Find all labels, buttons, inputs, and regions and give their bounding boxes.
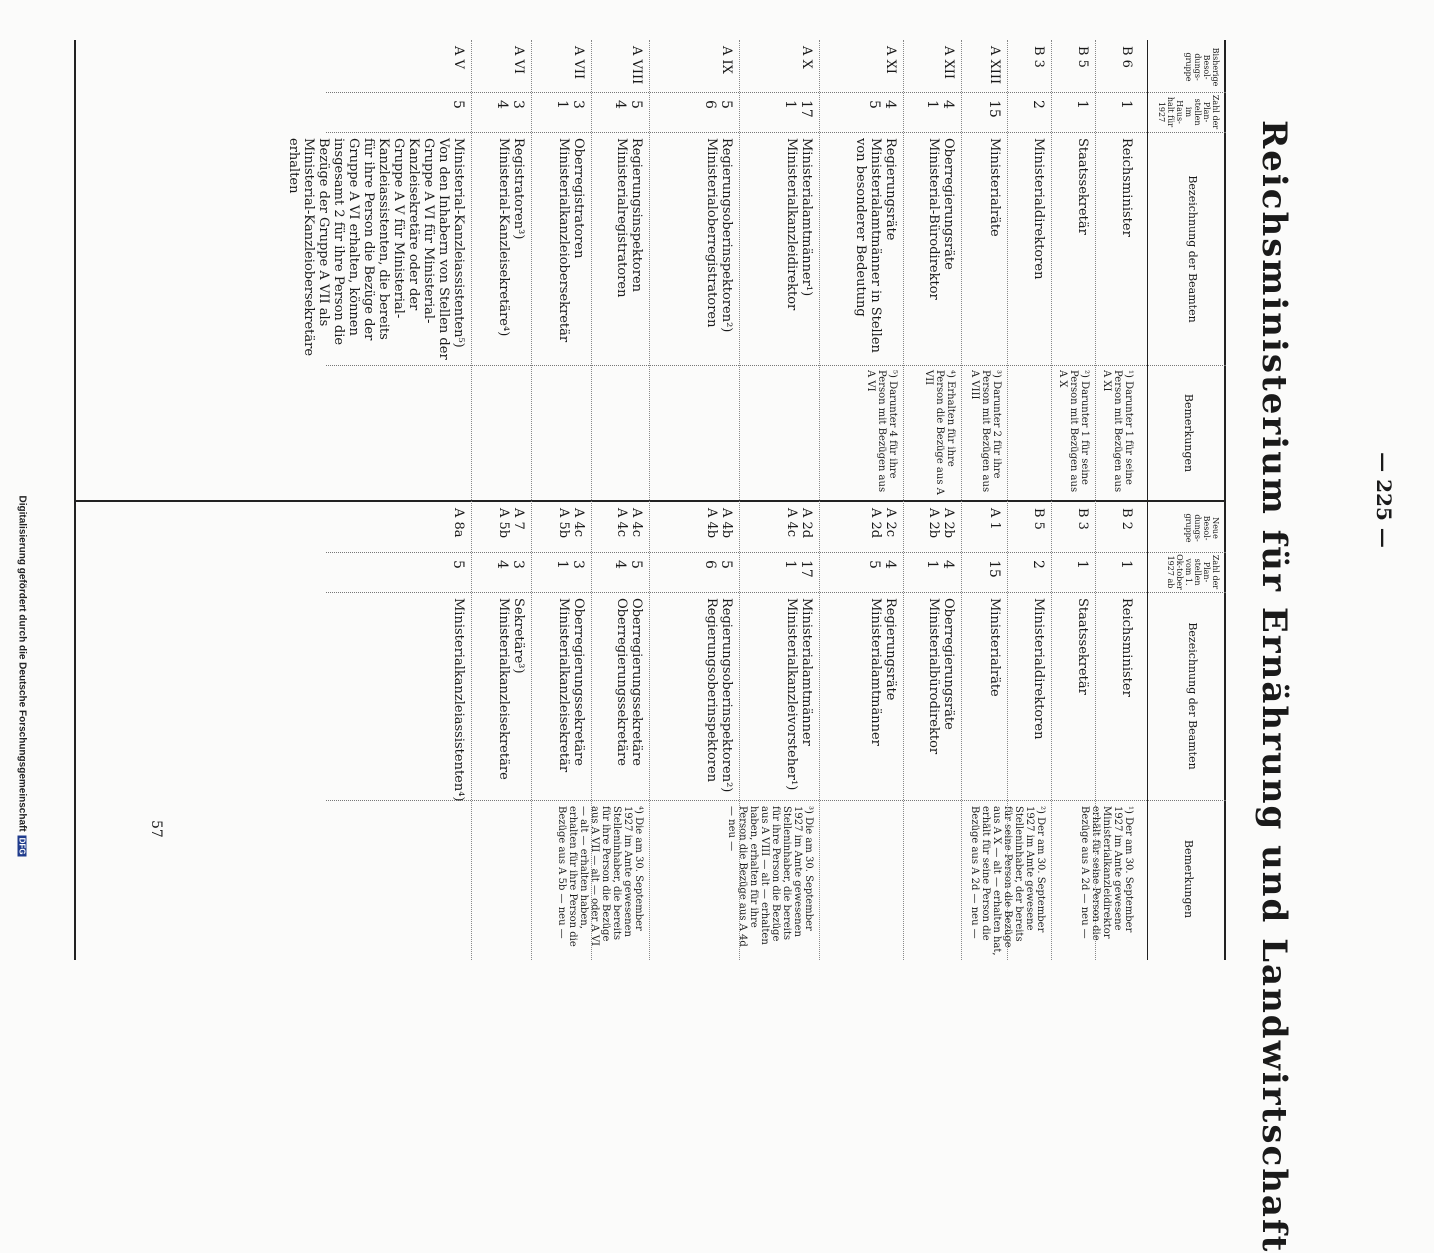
new-count-cell: 5	[450, 560, 466, 569]
new-count-cell: 5 6	[702, 560, 734, 569]
old-note-cell: ³) Darunter 2 für ihre Person mit Bezügen aus A VIII	[969, 370, 1002, 493]
old-count-cell: 5	[450, 100, 466, 109]
old-title-cell: Oberregistratoren Ministerialkanzleiobersekretär	[556, 138, 586, 343]
old-title-cell: Staatssekretär	[1075, 138, 1090, 235]
new-count-cell: 3 4	[494, 560, 526, 569]
old-group-cell: A X	[799, 46, 814, 69]
new-group-cell: A 8a	[451, 508, 466, 538]
header-old-title: Bezeichnung der Beamten	[1186, 175, 1199, 323]
old-title-cell: Registratoren³) Ministerial-Kanzleisekretäre⁴)	[496, 138, 526, 337]
old-group-cell: B 5	[1075, 46, 1090, 68]
old-title-cell: Regierungsräte Ministerialamtmänner in Stellen von besonderer Bedeutung	[853, 138, 898, 353]
row-separator	[961, 40, 962, 960]
header-new-group: Neue Besol-dungs-gruppe	[1184, 513, 1220, 543]
old-group-cell: A IX	[719, 46, 734, 74]
new-count-cell: 1	[1118, 560, 1134, 569]
new-title-cell: Ministerialamtmänner Ministerialkanzleivorsteher¹)	[784, 598, 814, 791]
new-title-cell: Ministerialdirektoren	[1031, 598, 1046, 740]
old-group-cell: A XI	[883, 46, 898, 74]
new-group-cell: A 2b A 2b	[926, 508, 956, 539]
row-separator	[471, 40, 472, 960]
col-sep	[326, 132, 1226, 133]
new-note-cell: ¹) Der am 30. September 1927 im Amte gewesene Ministerialkanzleidirektor erhält für seine Person die Bezüge aus A 2d — neu —	[1079, 806, 1134, 941]
new-count-cell: 17 1	[782, 560, 814, 578]
old-count-cell: 4 5	[866, 100, 898, 109]
old-count-cell: 5 6	[702, 100, 734, 109]
new-group-cell: A 4c A 4c	[614, 508, 644, 538]
old-title-cell: Ministerialräte	[987, 138, 1002, 237]
old-title-cell: Reichsminister	[1119, 138, 1134, 237]
old-group-cell: A VII	[571, 46, 586, 80]
col-sep	[326, 365, 1226, 366]
row-separator	[903, 40, 904, 960]
old-group-cell: A VIII	[629, 46, 644, 85]
old-group-cell: A V	[451, 46, 466, 69]
new-group-cell: A 4b A 4b	[704, 508, 734, 539]
col-sep	[326, 592, 1226, 593]
new-note-cell: ²) Der am 30. September 1927 im Amte gewesene Stelleninhaber, der bereits für seine Person die Bezüge aus A X — alt — erhalten hat, erhält für seine Person die Bezüge aus A 2d — neu —	[969, 806, 1046, 956]
new-group-cell: A 2c A 2d	[868, 508, 898, 539]
old-note-cell: ¹) Darunter 1 für seine Person mit Bezügen aus A XI	[1101, 370, 1134, 493]
old-title-cell: Ministerialamtmänner¹) Ministerialkanzleidirektor	[784, 138, 814, 311]
new-count-cell: 1	[1074, 560, 1090, 569]
new-group-cell: A 1	[987, 508, 1002, 530]
row-separator	[1007, 40, 1008, 960]
old-count-cell: 3 4	[494, 100, 526, 109]
old-note-cell: ⁵) Darunter 4 für ihre Person mit Bezügen aus A VI	[865, 370, 898, 493]
col-sep	[326, 552, 1226, 553]
old-count-cell: 4 1	[924, 100, 956, 109]
old-count-cell: 2	[1030, 100, 1046, 109]
new-group-cell: B 5	[1031, 508, 1046, 530]
new-title-cell: Oberregierungssekretäre Oberregierungssekretäre	[614, 598, 644, 766]
new-title-cell: Staatssekretär	[1075, 598, 1090, 695]
row-separator	[591, 40, 592, 960]
new-title-cell: Reichsminister	[1119, 598, 1134, 697]
digitization-note	[17, 496, 28, 1056]
new-note-cell: ⁴) Die am 30. September 1927 im Amte gewesenen Stelleninhaber, die bereits für ihre Person die Bezüge aus A VII — alt — oder A VI — alt — erhalten haben, erhalten für ihre Person die Bezüge aus A 5b — neu —	[556, 806, 644, 947]
header-new-remarks: Bemerkungen	[1182, 839, 1195, 919]
new-count-cell: 5 4	[612, 560, 644, 569]
new-group-cell: A 4c A 5b	[556, 508, 586, 539]
new-count-cell: 3 1	[554, 560, 586, 569]
old-title-cell: Regierungsoberinspektoren²) Ministerialoberregistratoren	[704, 138, 734, 333]
page-title: Reichsministerium für Ernährung und Landwirtschaft	[1254, 120, 1294, 1253]
old-group-cell: A XIII	[987, 46, 1002, 85]
old-count-cell: 1	[1074, 100, 1090, 109]
old-group-cell: B 6	[1119, 46, 1134, 68]
digitization-text: Digitalisierung gefördert durch die Deutsche Forschungsgemeinschaft	[16, 495, 28, 832]
old-count-cell: 1	[1118, 100, 1134, 109]
new-count-cell: 4 5	[866, 560, 898, 569]
old-count-cell: 5 4	[612, 100, 644, 109]
row-separator	[1095, 40, 1096, 960]
old-count-cell: 15	[986, 100, 1002, 118]
old-group-cell: B 3	[1031, 46, 1046, 68]
new-count-cell: 15	[986, 560, 1002, 578]
old-count-cell: 3 1	[554, 100, 586, 109]
old-title-cell: Ministerialdirektoren	[1031, 138, 1046, 280]
old-title-cell: Oberregierungsräte Ministerial-Bürodirektor	[926, 138, 956, 300]
old-group-cell: A VI	[511, 46, 526, 75]
row-separator	[819, 40, 820, 960]
old-note-cell: ⁴) Erhalten für ihre Person die Bezüge aus A VII	[923, 370, 956, 495]
new-group-cell: B 3	[1075, 508, 1090, 530]
old-count-cell: 17 1	[782, 100, 814, 118]
header-old-group: Bisherige Besol-dungs-gruppe	[1184, 47, 1220, 87]
old-title-cell: Ministerial-Kanzleiassistenten⁵) Von den Inhabern von Stellen der Gruppe A VI für Ministerial-Kanzleisekretäre oder der Gruppe A V für Ministerial-Kanzleiassistenten, die bereits für ihre Person die Bezüge der Gruppe A VI erhalten, können insgesamt 2 für ihre Person die Bezüge der Gruppe A VII als Ministerial-Kanzleiobersekretäre erhalten	[286, 138, 466, 360]
new-note-cell: ³) Die am 30. September 1927 im Amte gewesenen Stelleninhaber, die bereits für ihre Person die Bezüge aus A VIII — alt — erhalten haben, erhalten für ihre Person die Bezüge aus A 4d — neu —	[726, 806, 814, 947]
new-title-cell: Sekretäre³) Ministerialkanzleisekretäre	[496, 598, 526, 780]
new-group-cell: A 7 A 5b	[496, 508, 526, 539]
old-title-cell: Regierungsinspektoren Ministerialregistratoren	[614, 138, 644, 298]
new-title-cell: Ministerialkanzleiassistenten⁴)	[451, 598, 466, 802]
footer-number: 57	[148, 820, 164, 838]
new-count-cell: 2	[1030, 560, 1046, 569]
col-sep	[326, 92, 1226, 93]
center-divider	[76, 500, 1226, 502]
header-new-count: Zahl der Plan-stellen vom 1. Ok-tober 1927 ab	[1166, 554, 1220, 590]
row-separator	[531, 40, 532, 960]
page-number: — 225 —	[1372, 452, 1396, 548]
new-title-cell: Regierungsoberinspektoren²) Regierungsoberinspektoren	[704, 598, 734, 793]
header-old-remarks: Bemerkungen	[1182, 393, 1195, 473]
old-group-cell: A XII	[941, 46, 956, 80]
row-separator	[739, 40, 740, 960]
new-title-cell: Regierungsräte Ministerialamtmänner	[868, 598, 898, 746]
new-group-cell: A 2d A 4c	[784, 508, 814, 539]
new-count-cell: 4 1	[924, 560, 956, 569]
row-separator	[1051, 40, 1052, 960]
new-title-cell: Ministerialräte	[987, 598, 1002, 697]
header-new-title: Bezeichnung der Beamten	[1186, 622, 1199, 770]
row-separator	[649, 40, 650, 960]
new-title-cell: Oberregierungssekretäre Ministerialkanzleisekretär	[556, 598, 586, 773]
new-title-cell: Oberregierungsräte Ministerialbürodirektor	[926, 598, 956, 755]
header-old-count: Zahl der Plan-stellen im Haus-halt für 1927	[1157, 94, 1220, 130]
old-note-cell: ²) Darunter 1 für seine Person mit Bezügen aus A X	[1057, 370, 1090, 493]
new-group-cell: B 2	[1119, 508, 1134, 530]
dfg-logo: DFG	[17, 837, 27, 855]
